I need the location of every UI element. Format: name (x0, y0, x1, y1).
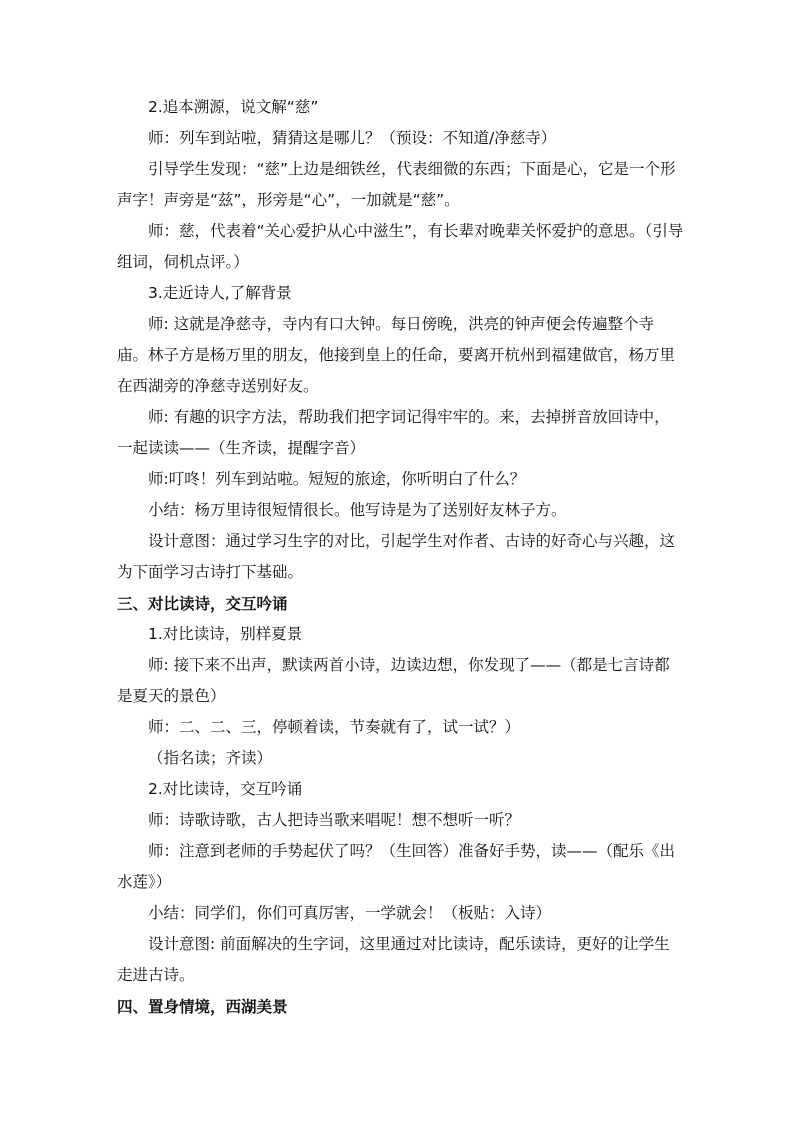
guidance-paragraph: 引导学生发现：“慈”上边是细铁丝，代表细微的东西；下面是心，它是一个形声字！声旁是“兹”，形旁是“心”，一加就是“慈”。 (117, 160, 676, 209)
section-heading-3: 三、对比读诗，交互吟诵 (117, 594, 288, 613)
step-heading-3: 3.走近诗人,了解背景 (148, 284, 292, 302)
step-heading-1: 1.对比读诗，别样夏景 (148, 625, 303, 643)
design-intent: 设计意图: 前面解决的生字词，这里通过对比读诗，配乐读诗，更好的让学生走进古诗。 (117, 935, 670, 984)
teacher-line: 师: 这就是净慈寺，寺内有口大钟。每日傍晚，洪亮的钟声便会传遍整个寺庙。林子方是杨万里的朋友，他接到皇上的任命，要离开杭州到福建做官，杨万里在西湖旁的净慈寺送别好友。 (117, 315, 676, 395)
teacher-line: 师：列车到站啦，猜猜这是哪儿？（预设：不知道/净慈寺） (148, 129, 557, 147)
summary-line: 小结：杨万里诗很短情很长。他写诗是为了送别好友林子方。 (148, 501, 567, 519)
teacher-line: 师: 接下来不出声，默读两首小诗，边读边想，你发现了——（都是七言诗都是夏天的景色） (117, 656, 670, 705)
summary-line: 小结：同学们，你们可真厉害，一学就会！（板贴：入诗） (148, 904, 552, 922)
teacher-line: 师: 有趣的识字方法，帮助我们把字词记得牢牢的。来，去掉拼音放回诗中，一起读读——（生齐读，提醒字音） (117, 408, 670, 457)
teacher-line: 师:叮咚！列车到站啦。短短的旅途，你听明白了什么？ (148, 470, 526, 488)
teacher-line: 师：诗歌诗歌，古人把诗当歌来唱呢！想不想听一听？ (148, 811, 521, 829)
reading-note: （指名读；齐读） (148, 749, 273, 767)
design-intent: 设计意图：通过学习生字的对比，引起学生对作者、古诗的好奇心与兴趣，这为下面学习古诗打下基础。 (117, 532, 676, 581)
section-heading-4: 四、置身情境，西湖美景 (117, 997, 288, 1016)
teacher-line: 师：二、二、三，停顿着读，节奏就有了，试一试？） (148, 718, 521, 736)
teacher-line: 师：慈，代表着“关心爱护从心中滋生”，有长辈对晚辈关怀爱护的意思。（引导组词，伺机点评。） (117, 222, 684, 271)
step-heading-2: 2.追本溯源，说文解“慈” (148, 98, 319, 116)
teacher-line: 师：注意到老师的手势起伏了吗？（生回答）准备好手势，读——（配乐《出水莲》） (117, 842, 676, 891)
step-heading-2b: 2.对比读诗，交互吟诵 (148, 780, 303, 798)
document-page (117, 92, 685, 1022)
